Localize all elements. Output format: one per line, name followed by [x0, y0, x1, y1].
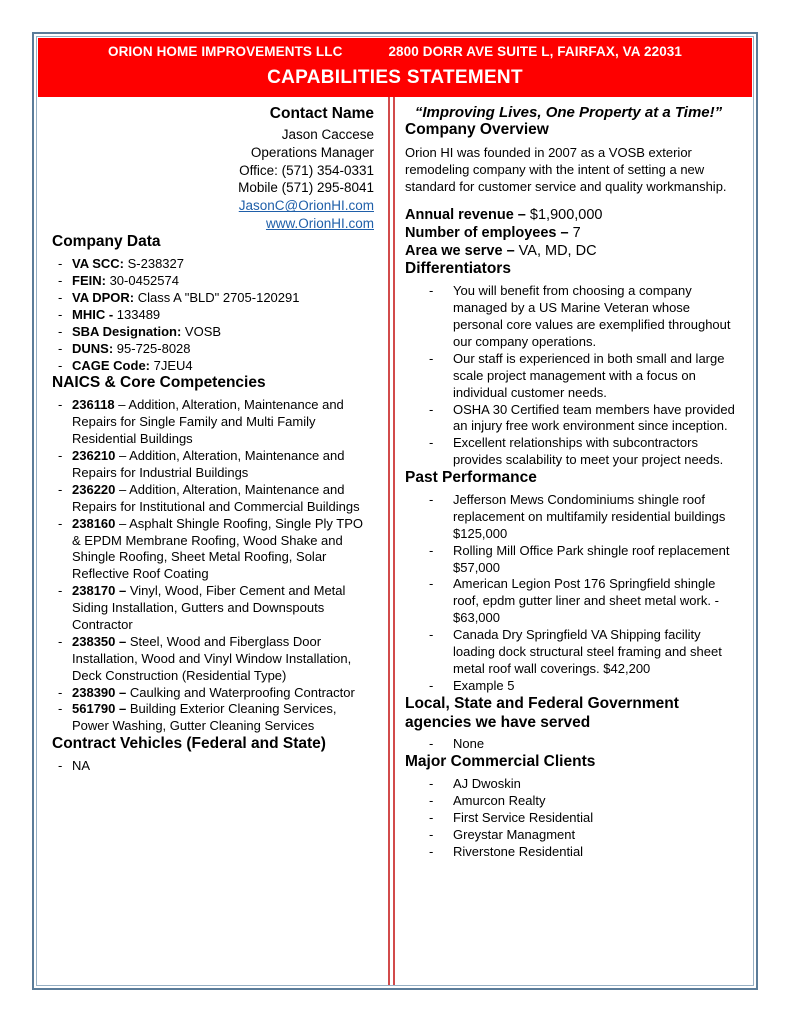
government-agencies-list [405, 736, 738, 753]
dash-bullet-icon: - [58, 306, 63, 322]
naics-list [52, 397, 374, 735]
naics-code: 238170 – [72, 583, 127, 599]
dash-bullet-icon: - [429, 542, 434, 558]
company-data-item [52, 273, 374, 290]
contract-vehicle-item [52, 758, 374, 775]
dash-bullet-icon: - [58, 273, 63, 289]
list-item-text: Riverstone Residential [453, 843, 584, 859]
list-item-text: American Legion Post 176 Springfield shingle roof, epdm gutter liner and sheet metal work. - $63,000 [453, 576, 719, 626]
header-address: 2800 DORR AVE SUITE L, FAIRFAX, VA 22031 [388, 44, 683, 59]
dash-bullet-icon: - [58, 323, 63, 339]
naics-description: – Addition, Alteration, Maintenance and Repairs for Single Family and Multi Family Residential Buildings [72, 397, 344, 447]
list-item-text: You will benefit from choosing a company managed by a US Marine Veteran whose personal core values are exemplified throughout our company operations. [453, 283, 731, 349]
column-divider [388, 97, 395, 985]
dash-bullet-icon: - [58, 290, 63, 306]
dash-bullet-icon: - [429, 283, 434, 299]
dash-bullet-icon: - [429, 576, 434, 592]
item-value: 133489 [113, 306, 161, 322]
contact-mobile-phone: Mobile (571) 295-8041 [238, 180, 374, 196]
naics-code: 238390 – [72, 684, 127, 700]
differentiator-item [405, 435, 738, 469]
past-performance-item [405, 543, 738, 577]
company-data-item [52, 256, 374, 273]
company-overview-text: Orion HI was founded in 2007 as a VOSB exterior remodeling company with the intent of setting a new standard for customer service and quality workmanship. [405, 144, 727, 194]
contract-vehicles-list [52, 758, 374, 775]
differentiators-heading: Differentiators [405, 260, 511, 278]
dash-bullet-icon: - [429, 776, 434, 792]
item-value: 7JEU4 [150, 357, 193, 373]
list-item-text: Rolling Mill Office Park shingle roof replacement $57,000 [453, 542, 730, 575]
commercial-client-item [405, 776, 738, 793]
item-value: S-238327 [124, 256, 184, 272]
dash-bullet-icon: - [58, 701, 63, 717]
list-item-text: None [453, 736, 485, 752]
naics-item [52, 701, 374, 735]
overview-stat-label: Area we serve – [405, 243, 519, 260]
body-region [38, 97, 752, 985]
right-column [395, 97, 752, 861]
item-key: FEIN: [72, 273, 106, 289]
overview-stat-row [405, 224, 738, 242]
dash-bullet-icon: - [58, 633, 63, 649]
overview-stat-row [405, 206, 738, 224]
overview-stat-value: $1,900,000 [529, 206, 603, 223]
naics-description: – Asphalt Shingle Roofing, Single Ply TPO & EPDM Membrane Roofing, Wood Shake and Shingle Roofing, Sheet Metal Roofing, Solar Reflective Roof Coating [72, 515, 364, 582]
past-performance-item [405, 576, 738, 627]
past-performance-heading: Past Performance [405, 469, 537, 487]
dash-bullet-icon: - [58, 340, 63, 356]
differentiators-list [405, 283, 738, 469]
differentiator-item [405, 283, 738, 351]
naics-heading: NAICS & Core Competencies [52, 374, 266, 392]
item-key: VA DPOR: [72, 290, 135, 306]
list-item-text: Example 5 [453, 677, 515, 693]
item-value: Class A "BLD" 2705-120291 [134, 290, 300, 306]
naics-code: 561790 – [72, 701, 127, 717]
contact-email-link[interactable]: JasonC@OrionHI.com [238, 198, 374, 214]
header-company-name: ORION HOME IMPROVEMENTS LLC [107, 44, 343, 59]
naics-code: 238350 – [72, 633, 127, 649]
contact-block [52, 104, 374, 233]
past-performance-list [405, 492, 738, 695]
dash-bullet-icon: - [429, 435, 434, 451]
overview-stat-value: VA, MD, DC [518, 243, 597, 260]
list-item-text: OSHA 30 Certified team members have provided an injury free work environment since inception. [453, 401, 735, 434]
company-data-item [52, 307, 374, 324]
past-performance-item [405, 627, 738, 678]
company-overview-stats [405, 206, 738, 261]
overview-stat-label: Annual revenue – [405, 206, 530, 223]
list-item-text: Our staff is experienced in both small and large scale project management with a focus on individual customer needs. [453, 350, 725, 400]
dash-bullet-icon: - [429, 627, 434, 643]
contact-title: Operations Manager [250, 144, 374, 160]
commercial-client-item [405, 827, 738, 844]
commercial-client-item [405, 810, 738, 827]
list-item-text: NA [72, 758, 91, 774]
naics-description: – Addition, Alteration, Maintenance and Repairs for Institutional and Commercial Buildings [72, 481, 360, 514]
company-data-item [52, 290, 374, 307]
contact-website-link[interactable]: www.OrionHI.com [265, 216, 374, 232]
company-data-heading: Company Data [52, 233, 161, 251]
differentiator-item [405, 351, 738, 402]
overview-stat-value: 7 [572, 224, 581, 241]
list-item-text: Canada Dry Springfield VA Shipping facility loading dock structural steel framing and sheet metal roof wall coverings. $42,200 [453, 627, 722, 676]
item-value: VOSB [181, 323, 222, 339]
dash-bullet-icon: - [58, 758, 63, 774]
naics-item [52, 482, 374, 516]
naics-description: Caulking and Waterproofing Contractor [126, 684, 355, 700]
item-key: CAGE Code: [72, 357, 150, 373]
item-key: VA SCC: [72, 256, 124, 272]
past-performance-item [405, 678, 738, 695]
naics-description: Steel, Wood and Fiberglass Door Installation, Wood and Vinyl Window Installation, Deck Construction (Residential Type) [72, 633, 352, 683]
header-company-address-line [38, 44, 752, 59]
naics-description: Vinyl, Wood, Fiber Cement and Metal Siding Installation, Gutters and Downspouts Contractor [72, 583, 346, 632]
commercial-client-item [405, 793, 738, 810]
naics-code: 236118 [72, 397, 115, 413]
item-key: DUNS: [72, 340, 114, 356]
dash-bullet-icon: - [429, 350, 434, 366]
contract-vehicles-heading: Contract Vehicles (Federal and State) [52, 735, 326, 753]
dash-bullet-icon: - [429, 826, 434, 842]
list-item-text: Jefferson Mews Condominiums shingle roof replacement on multifamily residential buildings $125,000 [453, 491, 726, 541]
dash-bullet-icon: - [58, 515, 63, 531]
dash-bullet-icon: - [429, 736, 434, 752]
commercial-clients-heading: Major Commercial Clients [405, 753, 596, 771]
list-item-text: Excellent relationships with subcontractors provides scalability to meet your project needs. [453, 435, 724, 468]
government-agency-item [405, 736, 738, 753]
naics-item [52, 634, 374, 685]
dash-bullet-icon: - [58, 448, 63, 464]
header-banner [38, 38, 752, 97]
contact-office-phone: Office: (571) 354-0331 [239, 162, 374, 178]
commercial-client-item [405, 844, 738, 861]
differentiator-item [405, 402, 738, 436]
dash-bullet-icon: - [58, 684, 63, 700]
government-agencies-heading: Local, State and Federal Government agencies we have served [405, 694, 679, 731]
naics-code: 236220 [72, 481, 116, 497]
dash-bullet-icon: - [429, 491, 434, 507]
dash-bullet-icon: - [58, 357, 63, 373]
document-title: CAPABILITIES STATEMENT [267, 67, 523, 88]
contact-name: Jason Caccese [281, 126, 374, 142]
dash-bullet-icon: - [58, 583, 63, 599]
list-item-text: Greystar Managment [453, 826, 576, 842]
dash-bullet-icon: - [429, 401, 434, 417]
naics-code: 238160 [72, 515, 116, 531]
dash-bullet-icon: - [429, 810, 434, 826]
tagline: “Improving Lives, One Property at a Time!” [414, 104, 723, 121]
naics-description: – Addition, Alteration, Maintenance and Repairs for Industrial Buildings [72, 448, 345, 480]
company-data-item [52, 358, 374, 375]
naics-code: 236210 [72, 448, 116, 464]
dash-bullet-icon: - [429, 793, 434, 809]
dash-bullet-icon: - [58, 481, 63, 497]
list-item-text: Amurcon Realty [453, 793, 546, 809]
past-performance-item [405, 492, 738, 543]
naics-description: Building Exterior Cleaning Services, Power Washing, Gutter Cleaning Services [72, 701, 337, 734]
item-key: MHIC - [72, 306, 114, 322]
item-key: SBA Designation: [72, 323, 182, 339]
overview-stat-label: Number of employees – [405, 224, 573, 241]
company-data-item [52, 341, 374, 358]
company-data-item [52, 324, 374, 341]
list-item-text: AJ Dwoskin [453, 776, 521, 792]
naics-item [52, 685, 374, 702]
contact-heading: Contact Name [269, 105, 374, 122]
dash-bullet-icon: - [429, 677, 434, 693]
left-column [38, 97, 388, 775]
overview-stat-row [405, 242, 738, 260]
dash-bullet-icon: - [429, 843, 434, 859]
list-item-text: First Service Residential [453, 810, 594, 826]
company-data-list [52, 256, 374, 374]
commercial-clients-list [405, 776, 738, 860]
dash-bullet-icon: - [58, 256, 63, 272]
naics-item [52, 448, 374, 482]
company-overview-heading: Company Overview [405, 121, 549, 138]
item-value: 95-725-8028 [113, 340, 191, 356]
item-value: 30-0452574 [105, 273, 179, 289]
naics-item [52, 397, 374, 448]
naics-item [52, 583, 374, 634]
dash-bullet-icon: - [58, 397, 63, 413]
naics-item [52, 516, 374, 584]
